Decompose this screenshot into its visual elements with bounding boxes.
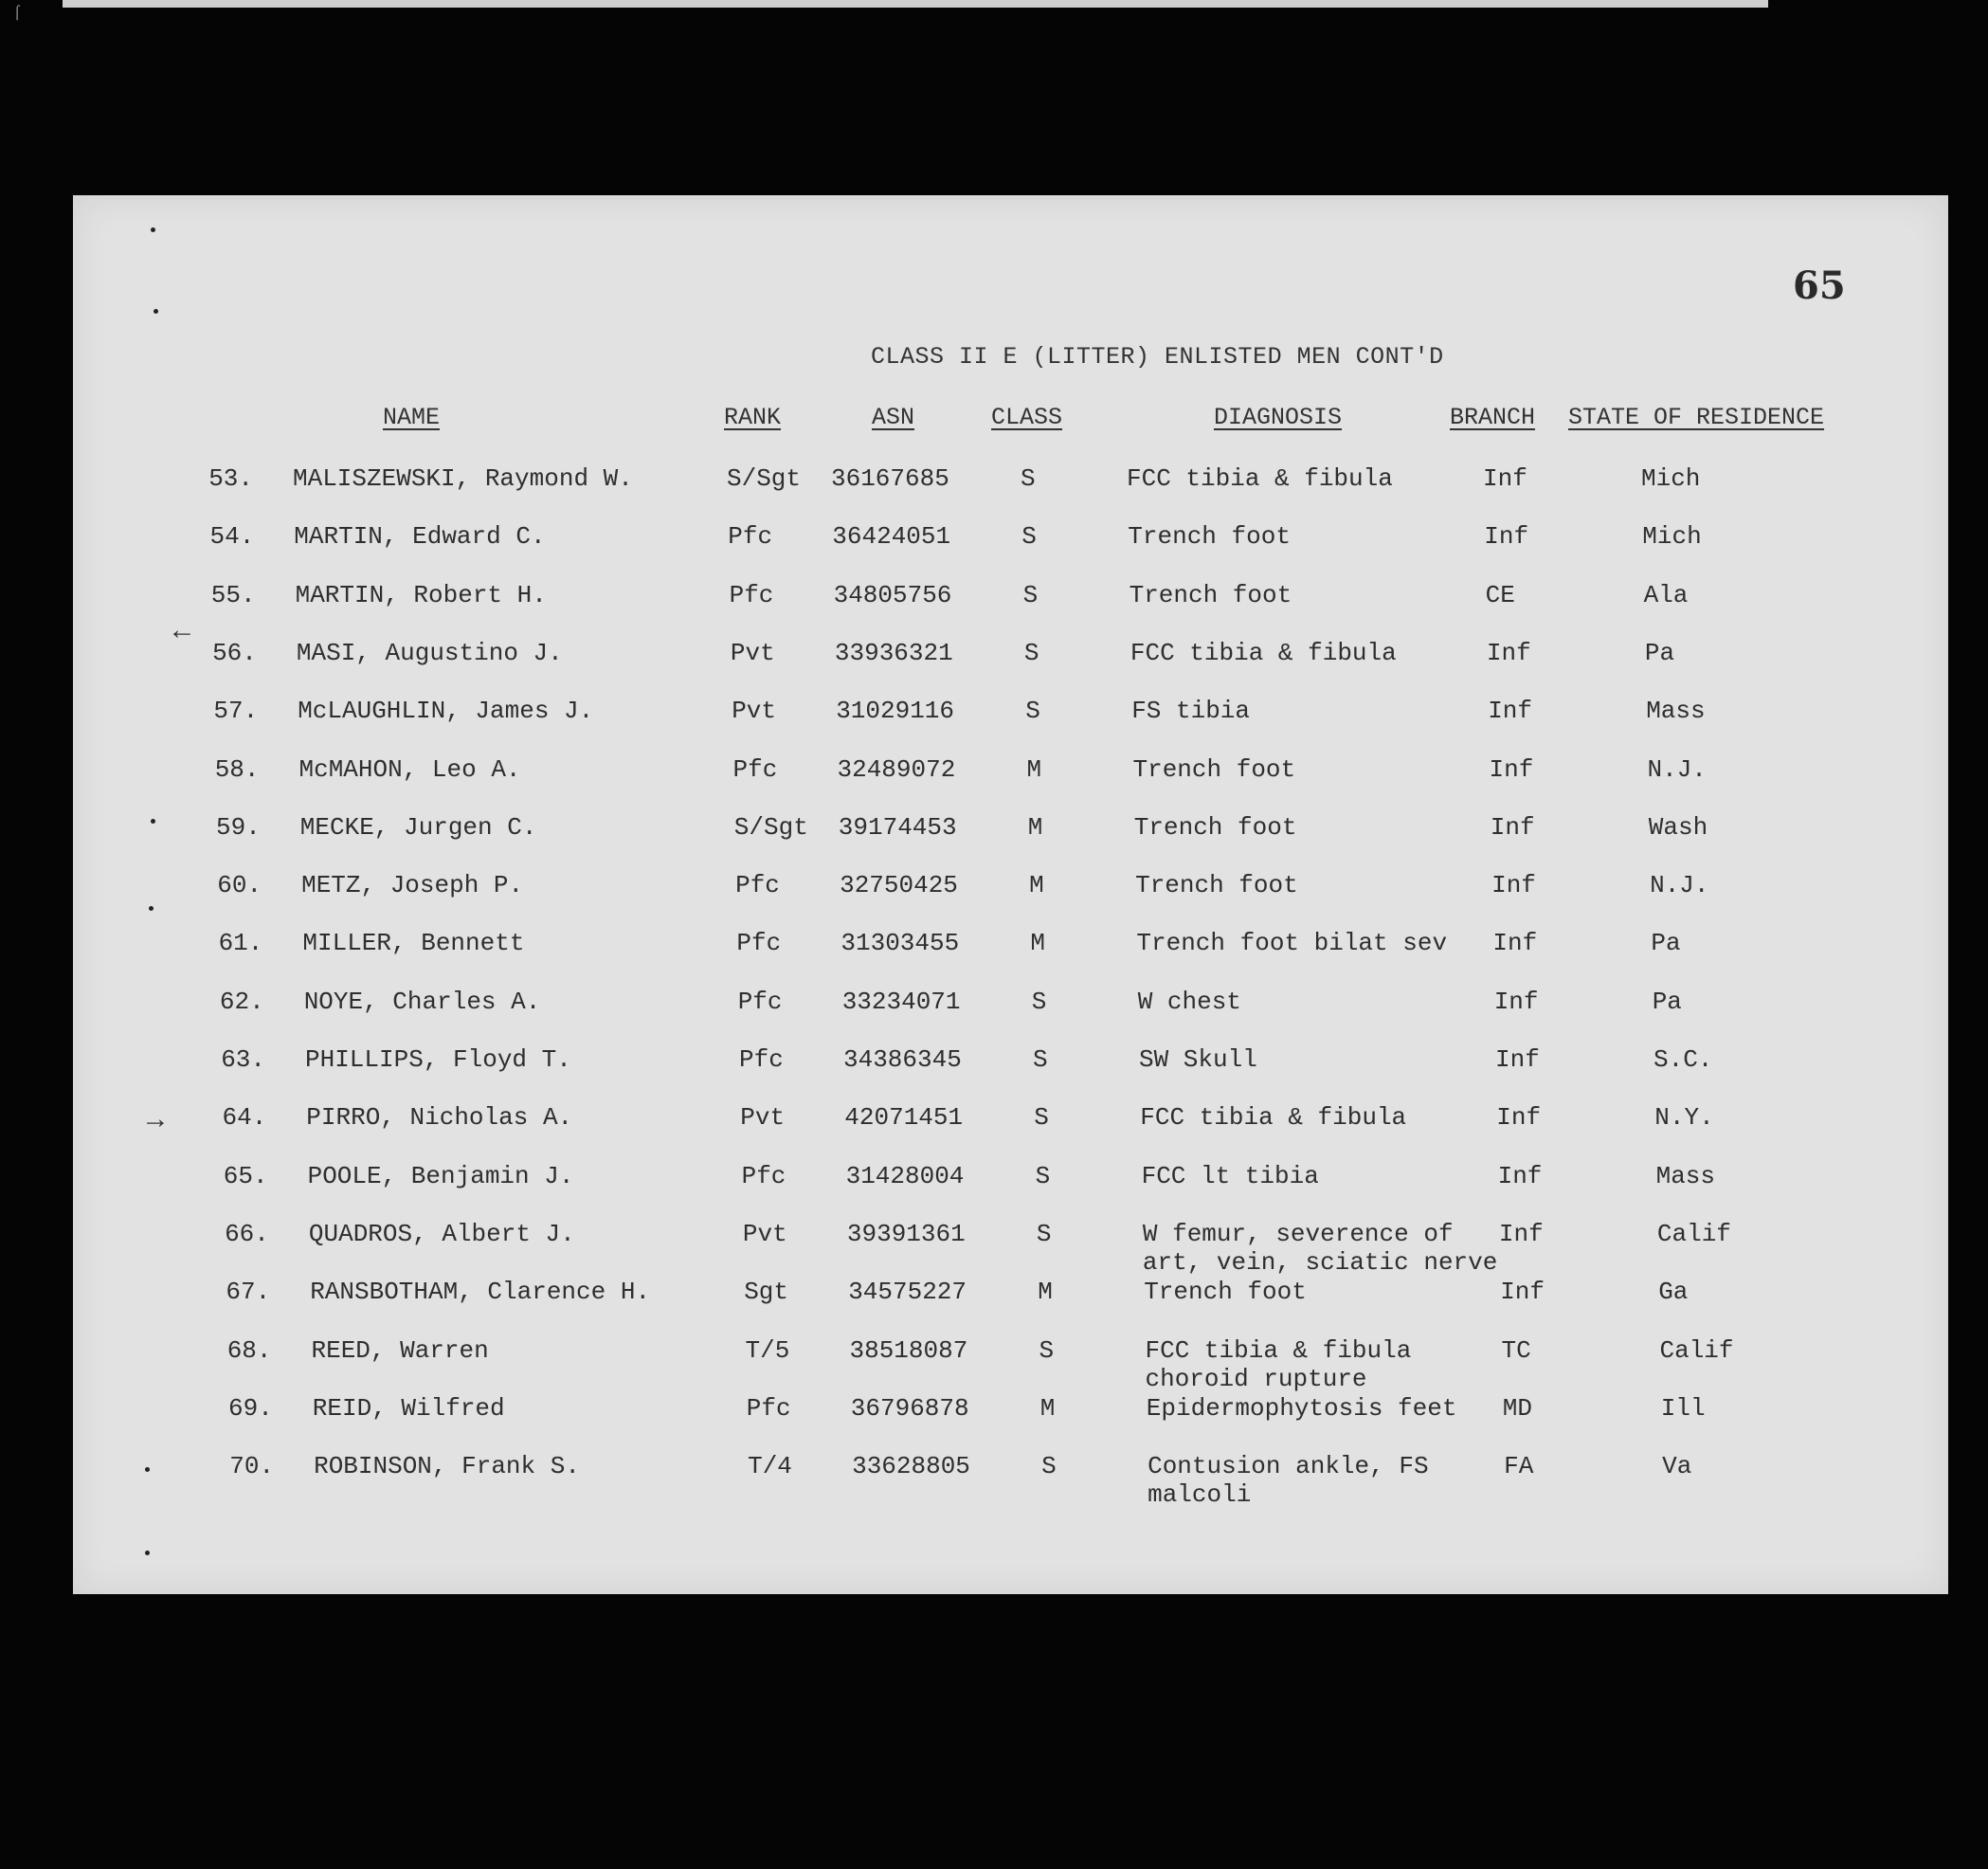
asn: 34575227 (848, 1278, 967, 1307)
class: M (1030, 929, 1045, 958)
rank: T/4 (748, 1452, 792, 1481)
speck (149, 906, 154, 911)
state-of-residence: Ill (1660, 1393, 1706, 1423)
diagnosis: FCC tibia & fibula choroid rupture (1145, 1335, 1412, 1393)
diagnosis: FCC tibia & fibula (1130, 638, 1397, 667)
class: S (1025, 697, 1040, 726)
rank: Pfc (732, 754, 778, 784)
row-number: 67. (226, 1278, 271, 1307)
asn: 32489072 (837, 754, 956, 784)
rank: Pfc (746, 1393, 791, 1423)
row-number: 55. (210, 580, 256, 609)
diagnosis: W chest (1137, 987, 1241, 1016)
asn: 33936321 (834, 638, 953, 667)
diagnosis: W femur, severence of art, vein, sciatic nerve (1142, 1219, 1498, 1277)
soldier-name: QUADROS, Albert J. (308, 1219, 575, 1248)
margin-arrow-mark: → (147, 1105, 165, 1137)
class: S (1022, 580, 1039, 609)
branch: Inf (1489, 754, 1534, 784)
diagnosis: Trench foot (1128, 522, 1291, 552)
margin-arrow-mark: ← (173, 616, 191, 648)
soldier-name: MALISZEWSKI, Raymond W. (293, 464, 633, 493)
state-of-residence: Calif (1656, 1219, 1731, 1248)
page-title: CLASS II E (LITTER) ENLISTED MEN CONT'D (871, 343, 1444, 371)
soldier-name: McMAHON, Leo A. (298, 754, 521, 784)
class: S (1021, 464, 1036, 493)
class: S (1023, 638, 1039, 667)
branch: Inf (1486, 638, 1531, 667)
soldier-name: POOLE, Benjamin J. (307, 1161, 574, 1190)
branch: Inf (1483, 464, 1527, 493)
document-page (73, 195, 1948, 1594)
asn: 42071451 (844, 1103, 964, 1133)
page-number: 65 (1793, 263, 1846, 308)
state-of-residence: Mass (1655, 1161, 1716, 1190)
branch: Inf (1495, 1045, 1540, 1074)
film-strip-edge (63, 0, 1768, 8)
table-row (73, 1103, 1948, 1141)
soldier-name: PHILLIPS, Floyd T. (305, 1045, 571, 1074)
row-number: 60. (217, 871, 262, 900)
rank: T/5 (745, 1335, 790, 1365)
soldier-name: McLAUGHLIN, James J. (298, 697, 594, 726)
branch: Inf (1496, 1103, 1542, 1133)
asn: 34805756 (833, 580, 952, 609)
diagnosis: Trench foot (1129, 580, 1292, 609)
soldier-name: ROBINSON, Frank S. (314, 1452, 580, 1481)
asn: 36424051 (832, 522, 951, 552)
speck (151, 819, 155, 824)
table-row (73, 988, 1948, 1025)
diagnosis: FCC tibia & fibula (1127, 464, 1393, 493)
class: M (1026, 754, 1042, 784)
asn: 33628805 (852, 1452, 970, 1481)
asn: 39391361 (846, 1219, 966, 1248)
film-corner-mark: ⌠ (13, 6, 22, 21)
rank: Pvt (740, 1103, 786, 1133)
asn: 39174453 (838, 812, 957, 842)
table-row (73, 1045, 1948, 1083)
branch: FA (1504, 1452, 1534, 1481)
header-rank: RANK (724, 404, 782, 431)
branch: Inf (1493, 987, 1539, 1016)
header-state: STATE OF RESIDENCE (1568, 404, 1825, 431)
diagnosis: Trench foot (1135, 871, 1298, 900)
class: S (1034, 1103, 1049, 1133)
row-number: 69. (227, 1393, 273, 1423)
table-row (73, 522, 1948, 560)
class: M (1039, 1393, 1056, 1423)
table-row (73, 1162, 1948, 1200)
class: S (1033, 1045, 1048, 1074)
rank: Pvt (742, 1219, 787, 1248)
table-row (73, 464, 1948, 502)
branch: Inf (1498, 1219, 1544, 1248)
diagnosis: FS tibia (1131, 697, 1251, 726)
row-number: 54. (209, 522, 255, 552)
class: S (1036, 1219, 1052, 1248)
table-row (73, 755, 1948, 793)
row-number: 64. (222, 1103, 267, 1133)
state-of-residence: N.J. (1647, 754, 1707, 784)
state-of-residence: Pa (1652, 987, 1682, 1016)
branch: TC (1501, 1335, 1531, 1365)
table-row (73, 1394, 1948, 1432)
state-of-residence: S.C. (1654, 1045, 1713, 1074)
branch: Inf (1497, 1161, 1543, 1190)
row-number: 56. (212, 638, 257, 667)
state-of-residence: Mich (1642, 522, 1702, 552)
row-number: 61. (218, 929, 263, 958)
speck (151, 227, 155, 232)
rank: Pfc (735, 871, 780, 900)
soldier-name: REID, Wilfred (312, 1393, 505, 1423)
state-of-residence: N.J. (1650, 871, 1709, 900)
speck (145, 1551, 150, 1555)
rank: Pfc (736, 929, 782, 958)
table-row (73, 1452, 1948, 1510)
diagnosis: Trench foot (1132, 754, 1296, 784)
header-asn: ASN (872, 404, 915, 431)
state-of-residence: Calif (1659, 1335, 1734, 1365)
soldier-name: METZ, Joseph P. (301, 871, 524, 900)
asn: 36167685 (831, 464, 949, 493)
class: S (1039, 1335, 1055, 1365)
row-number: 65. (223, 1161, 268, 1190)
rank: Pfc (729, 580, 774, 609)
diagnosis: SW Skull (1139, 1045, 1257, 1074)
branch: Inf (1491, 871, 1536, 900)
soldier-name: RANSBOTHAM, Clarence H. (310, 1278, 651, 1307)
soldier-name: MARTIN, Robert H. (295, 580, 547, 609)
header-diagnosis: DIAGNOSIS (1214, 404, 1343, 431)
table-row (73, 697, 1948, 735)
asn: 36796878 (850, 1393, 969, 1423)
rank: Sgt (744, 1278, 788, 1307)
class: S (1021, 522, 1037, 552)
branch: CE (1485, 580, 1515, 609)
diagnosis: Trench foot bilat sev (1136, 929, 1448, 958)
branch: Inf (1488, 697, 1532, 726)
state-of-residence: Ala (1643, 580, 1689, 609)
branch: Inf (1500, 1278, 1545, 1307)
rank: Pfc (737, 987, 783, 1016)
state-of-residence: Va (1662, 1452, 1692, 1481)
asn: 31428004 (845, 1161, 965, 1190)
table-row (73, 581, 1948, 619)
row-number: 59. (215, 812, 261, 842)
row-number: 57. (213, 697, 259, 726)
state-of-residence: Wash (1648, 812, 1708, 842)
row-number: 68. (226, 1335, 272, 1365)
soldier-name: REED, Warren (311, 1335, 489, 1365)
branch: Inf (1490, 812, 1535, 842)
branch: Inf (1484, 522, 1529, 552)
state-of-residence: Mass (1646, 697, 1706, 726)
row-number: 63. (221, 1045, 265, 1074)
soldier-name: MASI, Augustino J. (296, 638, 563, 667)
row-number: 53. (208, 464, 253, 493)
rank: Pvt (730, 638, 775, 667)
diagnosis: Trench foot (1144, 1278, 1307, 1307)
state-of-residence: Pa (1644, 638, 1675, 667)
soldier-name: MARTIN, Edward C. (294, 522, 546, 552)
row-number: 66. (225, 1219, 269, 1248)
rank: Pfc (741, 1161, 786, 1190)
speck (154, 309, 158, 314)
asn: 31303455 (840, 929, 960, 958)
soldier-name: MECKE, Jurgen C. (299, 812, 537, 842)
rank: Pfc (728, 522, 773, 552)
branch: MD (1502, 1393, 1533, 1423)
state-of-residence: Ga (1658, 1278, 1689, 1307)
row-number: 58. (214, 754, 260, 784)
class: S (1035, 1161, 1051, 1190)
rank: Pfc (739, 1045, 784, 1074)
table-row (73, 1278, 1948, 1316)
asn: 33234071 (841, 987, 961, 1016)
diagnosis: Trench foot (1133, 812, 1297, 842)
row-number: 70. (229, 1452, 275, 1481)
class: M (1027, 812, 1043, 842)
class: S (1041, 1452, 1057, 1481)
class: M (1038, 1278, 1053, 1307)
header-class: CLASS (991, 404, 1063, 431)
soldier-name: PIRRO, Nicholas A. (306, 1103, 573, 1133)
diagnosis: FCC tibia & fibula (1140, 1103, 1407, 1133)
diagnosis: Contusion ankle, FS malcoli (1148, 1452, 1429, 1510)
table-row (73, 813, 1948, 851)
rank: Pvt (732, 697, 776, 726)
table-row (73, 1219, 1948, 1277)
table-row (73, 929, 1948, 967)
rank: S/Sgt (733, 812, 808, 842)
branch: Inf (1492, 929, 1538, 958)
state-of-residence: N.Y. (1654, 1103, 1714, 1133)
table-row (73, 639, 1948, 677)
state-of-residence: Pa (1651, 929, 1681, 958)
header-name: NAME (383, 404, 441, 431)
class: S (1031, 987, 1047, 1016)
speck (145, 1467, 150, 1472)
row-number: 62. (219, 987, 264, 1016)
diagnosis: Epidermophytosis feet (1146, 1393, 1457, 1423)
rank: S/Sgt (727, 464, 802, 493)
asn: 38518087 (849, 1335, 968, 1365)
asn: 34386345 (843, 1045, 962, 1074)
state-of-residence: Mich (1641, 464, 1701, 493)
class: M (1029, 871, 1044, 900)
table-row (73, 871, 1948, 909)
asn: 32750425 (840, 871, 958, 900)
diagnosis: FCC lt tibia (1141, 1161, 1319, 1190)
asn: 31029116 (836, 697, 955, 726)
table-row (73, 1335, 1948, 1393)
soldier-name: MILLER, Bennett (302, 929, 525, 958)
header-branch: BRANCH (1450, 404, 1536, 431)
soldier-name: NOYE, Charles A. (303, 987, 541, 1016)
